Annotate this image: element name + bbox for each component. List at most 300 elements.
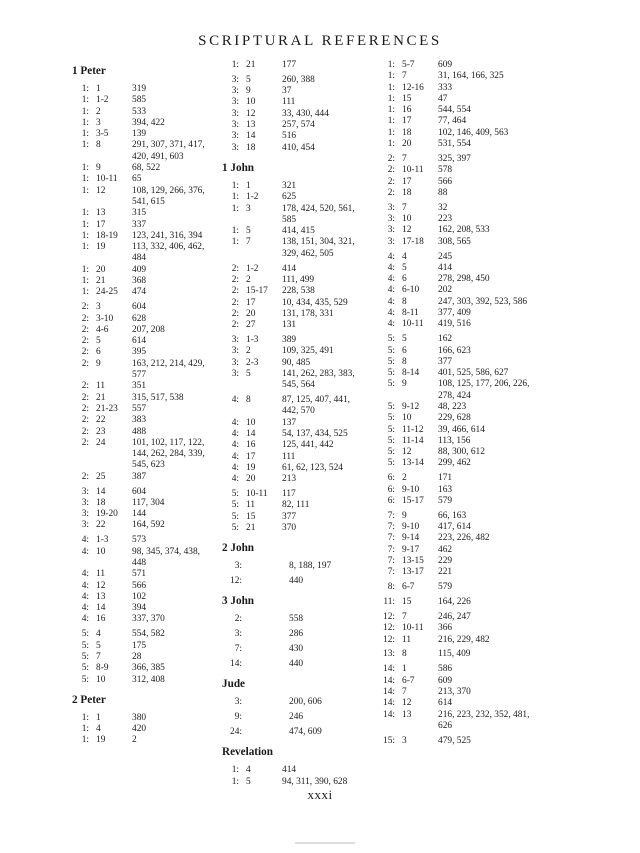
reference-entry	[222, 429, 372, 440]
page-refs: 383	[132, 415, 147, 426]
verse: 6	[402, 345, 407, 356]
page-refs: 207, 208	[132, 324, 165, 335]
reference-entry	[378, 225, 538, 236]
page-refs: 144	[132, 509, 147, 520]
verse: 10	[96, 546, 106, 557]
page-refs: 66, 163	[438, 510, 467, 521]
verse: 5	[246, 226, 251, 237]
verse: 10	[402, 214, 412, 225]
verse: 10	[246, 417, 256, 428]
verse: 17-18	[402, 236, 424, 247]
verse: 9-17	[402, 544, 420, 555]
verse: 6-7	[402, 675, 415, 686]
page-refs: 102, 146, 409, 563	[438, 127, 509, 138]
page-refs: 366, 385	[132, 663, 165, 674]
verse: 24	[96, 437, 106, 448]
reference-entry	[72, 314, 217, 325]
page-refs: 117	[282, 489, 296, 500]
chapter: 8:	[387, 582, 395, 593]
reference-entry	[72, 276, 217, 287]
reference-entry	[222, 561, 372, 572]
reference-entry	[72, 614, 217, 625]
chapter: 3:	[231, 86, 239, 97]
page-refs: 90, 485	[282, 357, 311, 368]
verse: 2-3	[246, 357, 259, 368]
reference-entry	[222, 309, 372, 320]
scan-mark	[295, 842, 355, 844]
reference-entry	[222, 109, 372, 120]
chapter: 1:	[387, 93, 395, 104]
chapter: 4:	[231, 462, 239, 473]
chapter: 2:	[81, 347, 89, 358]
chapter: 3:	[231, 97, 239, 108]
reference-entry	[72, 404, 217, 415]
page-refs: 389	[282, 335, 297, 346]
verse: 1-2	[246, 192, 259, 203]
page-refs: 88	[438, 187, 448, 198]
page-refs: 544, 554	[438, 105, 471, 116]
chapter: 14:	[383, 686, 395, 697]
chapter: 13:	[383, 649, 395, 660]
verse: 12	[246, 108, 256, 119]
chapter: 4:	[81, 569, 89, 580]
reference-entry	[378, 154, 538, 165]
reference-entry	[222, 644, 372, 655]
reference-entry	[72, 220, 217, 231]
page-refs: 166, 623	[438, 345, 471, 356]
verse: 15	[246, 511, 256, 522]
page-refs: 579	[438, 495, 453, 506]
chapter: 2:	[81, 336, 89, 347]
verse: 5	[402, 334, 407, 345]
page-refs: 401, 525, 586, 627	[438, 368, 509, 379]
verse: 1-3	[246, 335, 259, 346]
verse: 13-14	[402, 458, 424, 469]
page-refs: 394	[132, 603, 147, 614]
verse: 2	[246, 274, 251, 285]
page-refs: 325, 397	[438, 153, 471, 164]
page-refs: 578	[438, 165, 453, 176]
chapter: 24:	[230, 727, 242, 738]
chapter: 5:	[387, 401, 395, 412]
chapter: 1:	[231, 60, 239, 70]
page-refs: 409	[132, 264, 147, 275]
chapter: 12:	[383, 623, 395, 634]
page-refs: 419, 516	[438, 319, 471, 330]
chapter: 2:	[387, 153, 395, 164]
page-refs: 68, 522	[132, 163, 161, 174]
chapter: 5:	[387, 424, 395, 435]
book-heading: 1 John	[222, 161, 255, 174]
reference-entry	[222, 60, 372, 71]
reference-entry	[378, 485, 538, 496]
page-refs: 440	[289, 659, 304, 670]
verse: 5	[246, 368, 251, 379]
reference-entry	[222, 86, 372, 97]
chapter: 1:	[81, 712, 89, 723]
chapter: 1:	[231, 237, 239, 248]
chapter: 3:	[81, 486, 89, 497]
verse: 8	[96, 140, 101, 151]
verse: 21-23	[96, 403, 118, 414]
page-refs: 171	[438, 473, 453, 484]
page-refs: 387	[132, 471, 147, 482]
book-heading: 3 John	[222, 595, 255, 608]
verse: 22	[96, 520, 106, 531]
reference-entry	[72, 359, 217, 382]
page-refs: 531, 554	[438, 139, 471, 150]
verse: 14	[246, 131, 256, 142]
chapter: 5:	[81, 640, 89, 651]
page-refs: 65	[132, 174, 142, 185]
page-refs: 474	[132, 287, 147, 298]
reference-entry	[222, 181, 372, 192]
page-refs: 164, 592	[132, 520, 165, 531]
reference-entry	[72, 140, 217, 163]
reference-entry	[72, 569, 217, 580]
page-refs: 109, 325, 491	[282, 346, 334, 357]
verse: 6	[96, 347, 101, 358]
index-column-3	[378, 60, 538, 747]
page-refs: 395	[132, 347, 147, 358]
chapter: 2:	[81, 415, 89, 426]
verse: 10	[402, 413, 412, 424]
reference-entry	[378, 105, 538, 116]
page-refs: 571	[132, 569, 147, 580]
verse: 3	[96, 117, 101, 128]
chapter: 2:	[231, 286, 239, 297]
page-refs: 533	[132, 106, 147, 117]
chapter: 2:	[81, 358, 89, 369]
verse: 7	[402, 686, 407, 697]
verse: 8-14	[402, 368, 420, 379]
page-refs: 312, 408	[132, 674, 165, 685]
reference-entry	[222, 474, 372, 485]
reference-entry	[72, 325, 217, 336]
verse: 10-11	[96, 174, 118, 185]
chapter: 4:	[81, 546, 89, 557]
verse: 12	[402, 447, 412, 458]
reference-entry	[378, 60, 538, 71]
verse: 1	[96, 84, 101, 94]
verse: 1	[96, 712, 101, 723]
verse: 17	[402, 176, 412, 187]
page-refs: 245	[438, 251, 453, 262]
page-refs: 319	[132, 84, 147, 94]
page-refs: 278, 298, 450	[438, 274, 490, 285]
page-refs: 111	[282, 451, 296, 462]
page-refs: 370	[282, 522, 297, 533]
reference-entry	[378, 379, 538, 402]
chapter: 4:	[387, 262, 395, 273]
verse: 15	[402, 93, 412, 104]
reference-entry	[72, 118, 217, 129]
page-refs: 39, 466, 614	[438, 424, 485, 435]
reference-entry	[222, 418, 372, 429]
reference-entry	[378, 612, 538, 623]
verse: 7	[402, 612, 407, 622]
reference-entry	[378, 649, 538, 660]
verse: 17	[96, 219, 106, 230]
verse: 12	[96, 185, 106, 196]
page-refs: 8, 188, 197	[289, 561, 332, 572]
reference-entry	[378, 297, 538, 308]
chapter: 7:	[387, 533, 395, 544]
chapter: 1:	[81, 95, 89, 106]
reference-entry	[222, 298, 372, 309]
chapter: 5:	[231, 489, 239, 500]
verse: 21	[246, 522, 256, 533]
chapter: 4:	[81, 591, 89, 602]
chapter: 4:	[231, 451, 239, 462]
chapter: 7:	[387, 567, 395, 578]
page-refs: 77, 464	[438, 116, 467, 127]
page-refs: 108, 129, 266, 376, 541, 615	[132, 185, 205, 207]
chapter: 5:	[387, 447, 395, 458]
chapter: 7:	[387, 544, 395, 555]
reference-entry	[222, 192, 372, 203]
page-refs: 28	[132, 651, 142, 662]
verse: 17	[246, 451, 256, 462]
chapter: 7:	[387, 556, 395, 567]
verse: 11	[402, 634, 412, 645]
reference-entry	[378, 496, 538, 507]
reference-entry	[378, 214, 538, 225]
verse: 9	[96, 163, 101, 174]
verse: 9-12	[402, 401, 420, 412]
chapter: 1:	[387, 127, 395, 138]
page-refs: 163, 212, 214, 429, 577	[132, 358, 205, 381]
verse: 11	[96, 381, 106, 392]
chapter: 3:	[234, 629, 242, 640]
reference-entry	[222, 712, 372, 723]
page-refs: 88, 300, 612	[438, 447, 485, 458]
reference-entry	[72, 535, 217, 546]
reference-entry	[222, 395, 372, 418]
reference-entry	[378, 285, 538, 296]
chapter: 6:	[387, 473, 395, 484]
reference-entry	[222, 659, 372, 670]
reference-entry	[222, 369, 372, 392]
chapter: 3:	[387, 214, 395, 225]
verse: 1-2	[96, 95, 109, 106]
page-refs: 10, 434, 435, 529	[282, 297, 348, 308]
page-refs: 557	[132, 403, 147, 414]
chapter: 1:	[81, 287, 89, 298]
index-column-2	[222, 60, 372, 788]
verse: 10	[96, 674, 106, 685]
page-refs: 299, 462	[438, 458, 471, 469]
reference-entry	[222, 143, 372, 154]
page-refs: 117, 304	[132, 497, 165, 508]
verse: 3	[96, 302, 101, 313]
verse: 10-11	[402, 623, 424, 634]
page-refs: 554, 582	[132, 629, 165, 640]
verse: 10-11	[402, 319, 424, 330]
chapter: 1:	[231, 226, 239, 237]
page-refs: 123, 241, 316, 394	[132, 230, 203, 241]
reference-entry	[222, 765, 372, 776]
page-refs: 377	[438, 356, 453, 367]
reference-entry	[72, 186, 217, 209]
reference-entry	[222, 346, 372, 357]
verse: 13	[246, 120, 256, 131]
page-refs: 430	[289, 644, 304, 655]
page-refs: 221	[438, 567, 453, 578]
verse: 19	[96, 242, 106, 253]
page-refs: 566	[438, 176, 453, 187]
page-refs: 162, 208, 533	[438, 225, 490, 236]
reference-entry	[72, 174, 217, 185]
page-refs: 137	[282, 417, 297, 428]
page-refs: 315	[132, 208, 147, 219]
verse: 5	[402, 262, 407, 273]
chapter: 1:	[231, 192, 239, 203]
chapter: 5:	[81, 651, 89, 662]
chapter: 1:	[81, 174, 89, 185]
reference-entry	[72, 652, 217, 663]
page-refs: 87, 125, 407, 441, 442, 570	[282, 395, 350, 417]
chapter: 3:	[231, 357, 239, 368]
page-refs: 101, 102, 117, 122, 144, 262, 284, 339, 545, 623	[132, 437, 205, 471]
reference-entry	[378, 533, 538, 544]
chapter: 4:	[81, 614, 89, 625]
reference-entry	[72, 438, 217, 472]
reference-entry	[378, 623, 538, 634]
verse: 14	[96, 486, 106, 497]
chapter: 1:	[81, 129, 89, 140]
chapter: 3:	[231, 335, 239, 346]
page-refs: 337, 370	[132, 614, 165, 625]
reference-entry	[378, 687, 538, 698]
reference-entry	[378, 582, 538, 593]
verse: 7	[402, 202, 407, 213]
page-refs: 573	[132, 535, 147, 546]
reference-entry	[378, 203, 538, 214]
reference-entry	[378, 664, 538, 675]
verse: 10-11	[402, 165, 424, 176]
page-refs: 108, 125, 177, 206, 226, 278, 424	[438, 379, 530, 401]
verse: 14	[96, 603, 106, 614]
verse: 13-17	[402, 567, 424, 578]
verse: 18	[246, 142, 256, 153]
reference-entry	[222, 226, 372, 237]
verse: 18-19	[96, 230, 118, 241]
verse: 13	[96, 591, 106, 602]
chapter: 2:	[231, 308, 239, 319]
verse: 8-11	[402, 308, 419, 319]
chapter: 3:	[81, 509, 89, 520]
chapter: 5:	[81, 663, 89, 674]
chapter: 14:	[383, 675, 395, 686]
book-heading: Revelation	[222, 746, 273, 759]
verse: 7	[402, 71, 407, 82]
chapter: 14:	[383, 664, 395, 675]
page-refs: 163	[438, 484, 453, 495]
verse: 1	[402, 664, 407, 675]
verse: 8-9	[96, 663, 109, 674]
reference-entry	[378, 635, 538, 646]
page-refs: 337	[132, 219, 147, 230]
page-refs: 213	[282, 474, 297, 485]
page-refs: 178, 424, 520, 561, 585	[282, 203, 355, 225]
chapter: 1:	[387, 60, 395, 70]
chapter: 2:	[81, 437, 89, 448]
reference-entry	[222, 576, 372, 587]
chapter: 5:	[387, 345, 395, 356]
page-refs: 308, 565	[438, 236, 471, 247]
page-refs: 246	[289, 712, 304, 723]
verse: 19-20	[96, 509, 118, 520]
chapter: 15:	[383, 735, 395, 746]
reference-entry	[222, 500, 372, 511]
chapter: 1:	[81, 117, 89, 128]
verse: 4	[96, 724, 101, 735]
reference-entry	[72, 663, 217, 674]
chapter: 12:	[383, 612, 395, 622]
verse: 15-17	[402, 495, 424, 506]
book-heading: Jude	[222, 678, 246, 691]
chapter: 1:	[387, 116, 395, 127]
chapter: 3:	[231, 142, 239, 153]
verse: 4	[246, 765, 251, 776]
reference-entry	[222, 629, 372, 640]
page-refs: 609	[438, 60, 453, 70]
reference-entry	[72, 129, 217, 140]
reference-entry	[378, 128, 538, 139]
reference-entry	[378, 511, 538, 522]
verse: 3	[246, 203, 251, 214]
reference-entry	[72, 415, 217, 426]
chapter: 9:	[234, 712, 242, 723]
reference-entry	[222, 275, 372, 286]
chapter: 3:	[387, 202, 395, 213]
page-refs: 315, 517, 538	[132, 392, 184, 403]
chapter: 2:	[81, 324, 89, 335]
verse: 12	[96, 580, 106, 591]
reference-entry	[72, 208, 217, 219]
reference-entry	[72, 641, 217, 652]
page-title: SCRIPTURAL REFERENCES	[198, 33, 442, 49]
page-refs: 474, 609	[289, 727, 322, 738]
reference-entry	[378, 676, 538, 687]
chapter: 5:	[387, 368, 395, 379]
page-refs: 368	[132, 276, 147, 287]
page-refs: 213, 370	[438, 686, 471, 697]
page-refs: 394, 422	[132, 117, 165, 128]
chapter: 2:	[387, 165, 395, 176]
page-refs: 351	[132, 381, 147, 392]
verse: 13	[96, 208, 106, 219]
page-refs: 111	[282, 97, 296, 108]
chapter: 3:	[231, 346, 239, 357]
reference-entry	[378, 522, 538, 533]
reference-entry	[378, 402, 538, 413]
verse: 9-10	[402, 484, 420, 495]
page-refs: 417, 614	[438, 522, 471, 533]
reference-entry	[378, 237, 538, 248]
reference-entry	[222, 727, 372, 738]
reference-entry	[72, 547, 217, 570]
chapter: 5:	[81, 674, 89, 685]
page-refs: 585	[132, 95, 147, 106]
reference-entry	[378, 425, 538, 436]
verse: 9	[402, 379, 407, 390]
page-refs: 162	[438, 334, 453, 345]
verse: 11-14	[402, 435, 424, 446]
chapter: 5:	[231, 500, 239, 511]
chapter: 2:	[231, 297, 239, 308]
